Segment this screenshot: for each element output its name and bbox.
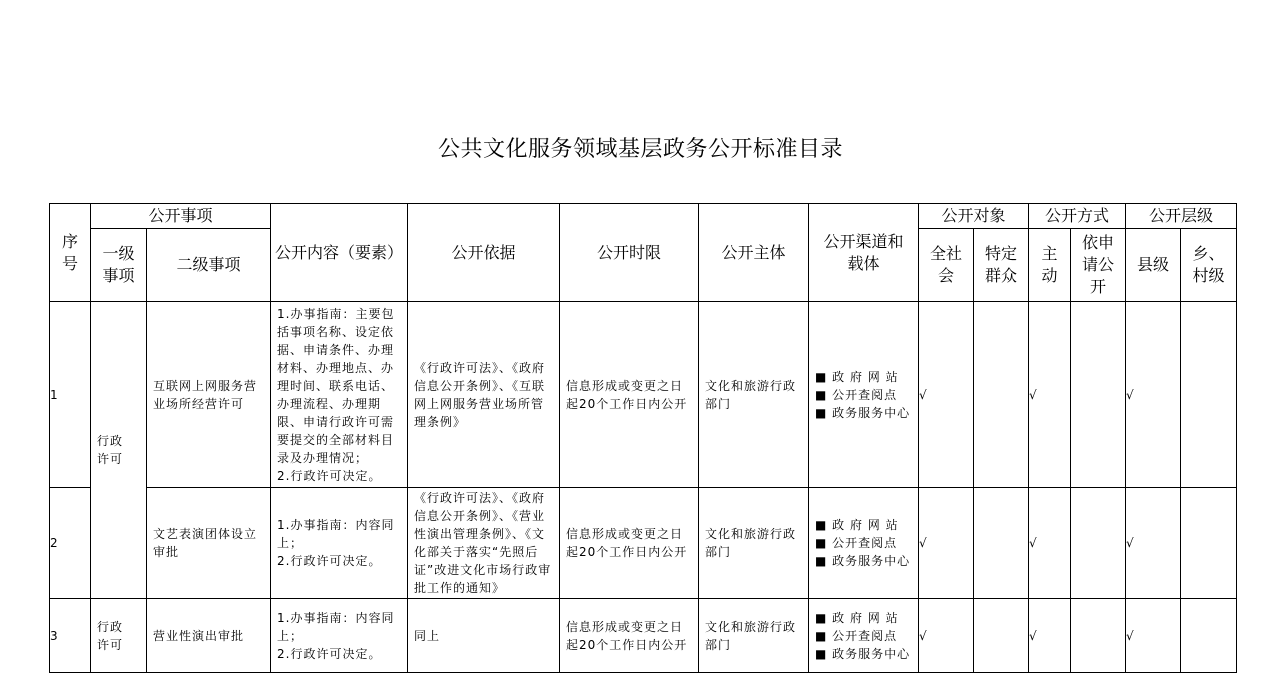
header-level-county: 县级 <box>1126 229 1181 302</box>
header-target-group: 公开对象 <box>919 204 1029 229</box>
row-basis: 同上 <box>408 599 560 673</box>
document-title: 公共文化服务领域基层政务公开标准目录 <box>437 137 843 162</box>
row-time-limit: 信息形成或变更之日起20个工作日内公开 <box>560 599 699 673</box>
header-content: 公开内容（要素） <box>271 204 408 302</box>
header-time-limit: 公开时限 <box>560 204 699 302</box>
row-method-active: √ <box>1029 599 1071 673</box>
table-row <box>50 599 1237 673</box>
row-level1: 行政 许可 <box>91 302 147 599</box>
row-target-all: √ <box>919 599 974 673</box>
row-target-specific <box>974 488 1029 599</box>
row-level-county: √ <box>1126 302 1181 488</box>
disclosure-catalog-table <box>49 203 1237 673</box>
header-subject: 公开主体 <box>699 204 809 302</box>
row-channel: ■ 政 府 网 站 ■ 公开查阅点 ■ 政务服务中心 <box>809 488 919 599</box>
row-channel: ■ 政 府 网 站 ■ 公开查阅点 ■ 政务服务中心 <box>809 302 919 488</box>
row-seq: 2 <box>50 488 91 599</box>
row-level-township <box>1181 302 1237 488</box>
row-method-apply <box>1071 599 1126 673</box>
row-level2: 互联网上网服务营业场所经营许可 <box>147 302 271 488</box>
row-content: 1.办事指南：内容同上； 2.行政许可决定。 <box>271 599 408 673</box>
row-level-county: √ <box>1126 599 1181 673</box>
row-level1: 行政 许可 <box>91 599 147 673</box>
header-level1: 一级 事项 <box>91 229 147 302</box>
header-items-group: 公开事项 <box>91 204 271 229</box>
row-content: 1.办事指南：主要包括事项名称、设定依据、申请条件、办理材料、办理地点、办理时间、联系电话、办理流程、办理期限、申请行政许可需要提交的全部材料目录及办理情况； 2.行政许可决定。 <box>271 302 408 488</box>
row-time-limit: 信息形成或变更之日起20个工作日内公开 <box>560 302 699 488</box>
row-seq: 3 <box>50 599 91 673</box>
row-subject: 文化和旅游行政部门 <box>699 599 809 673</box>
row-method-apply <box>1071 302 1126 488</box>
row-method-apply <box>1071 488 1126 599</box>
row-basis: 《行政许可法》、《政府信息公开条例》、《营业性演出管理条例》、《文化部关于落实“先照后证”改进文化市场行政审批工作的通知》 <box>408 488 560 599</box>
header-level-group: 公开层级 <box>1126 204 1237 229</box>
row-target-specific <box>974 599 1029 673</box>
row-subject: 文化和旅游行政部门 <box>699 302 809 488</box>
row-channel: ■ 政 府 网 站 ■ 公开查阅点 ■ 政务服务中心 <box>809 599 919 673</box>
header-level2: 二级事项 <box>147 229 271 302</box>
row-level-township <box>1181 599 1237 673</box>
row-level2: 文艺表演团体设立审批 <box>147 488 271 599</box>
row-method-active: √ <box>1029 488 1071 599</box>
row-level2: 营业性演出审批 <box>147 599 271 673</box>
table-row <box>50 488 1237 599</box>
header-target-specific: 特定 群众 <box>974 229 1029 302</box>
header-basis: 公开依据 <box>408 204 560 302</box>
header-target-all: 全社 会 <box>919 229 974 302</box>
header-method-apply: 依申 请公 开 <box>1071 229 1126 302</box>
header-method-active: 主 动 <box>1029 229 1071 302</box>
row-content: 1.办事指南：内容同上； 2.行政许可决定。 <box>271 488 408 599</box>
header-method-group: 公开方式 <box>1029 204 1126 229</box>
row-target-specific <box>974 302 1029 488</box>
header-level-township: 乡、 村级 <box>1181 229 1237 302</box>
row-level-township <box>1181 488 1237 599</box>
row-level-county: √ <box>1126 488 1181 599</box>
header-seq: 序 号 <box>50 204 91 302</box>
row-basis: 《行政许可法》、《政府信息公开条例》、《互联网上网服务营业场所管理条例》 <box>408 302 560 488</box>
table-row <box>50 302 1237 488</box>
row-seq: 1 <box>50 302 91 488</box>
row-method-active: √ <box>1029 302 1071 488</box>
row-target-all: √ <box>919 488 974 599</box>
row-target-all: √ <box>919 302 974 488</box>
row-time-limit: 信息形成或变更之日起20个工作日内公开 <box>560 488 699 599</box>
header-channel: 公开渠道和 载体 <box>809 204 919 302</box>
row-subject: 文化和旅游行政部门 <box>699 488 809 599</box>
